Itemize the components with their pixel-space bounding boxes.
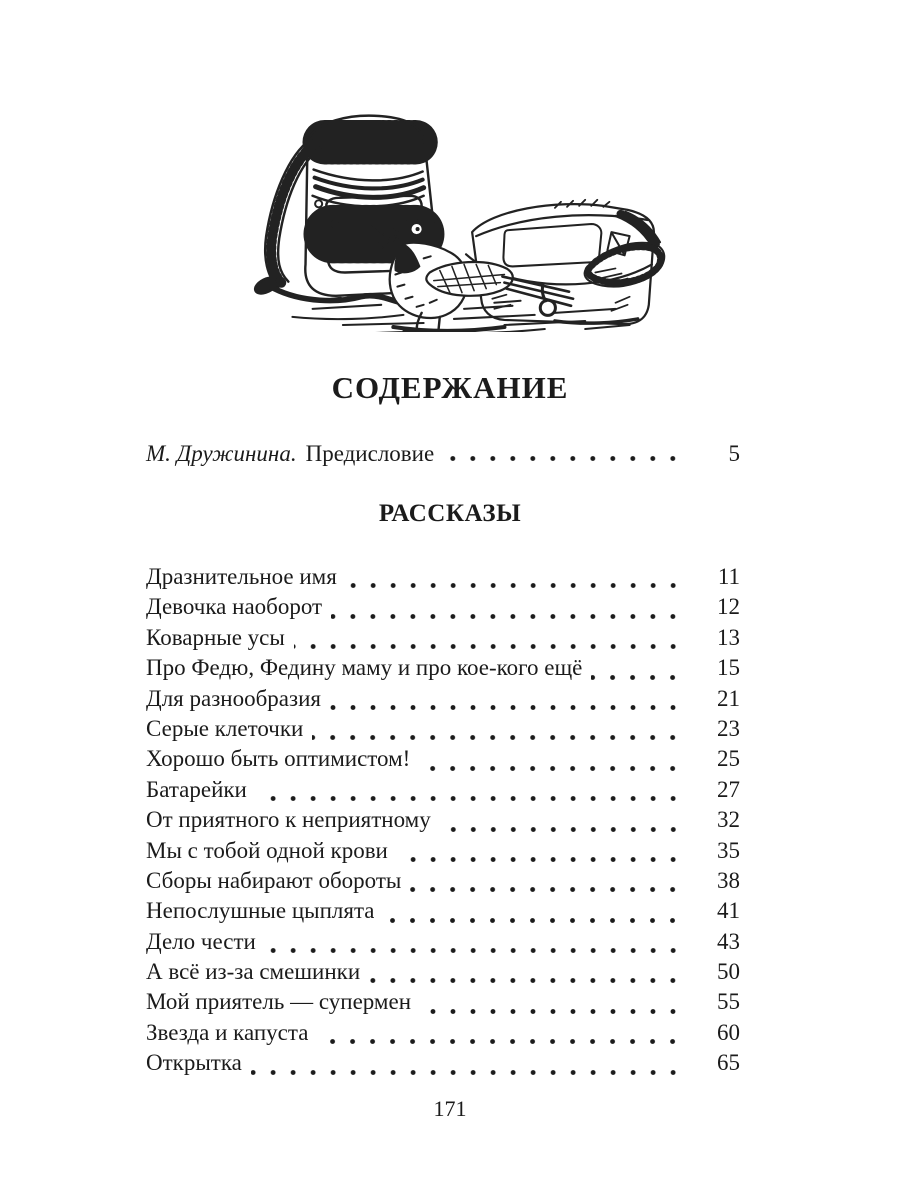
toc-entry [146,868,740,898]
ground-strokes [292,298,637,332]
toc-entry-page-number: 43 [717,928,740,954]
dot-leader [419,765,690,772]
dot-leader [312,734,690,741]
toc-entry [146,929,740,959]
dot-leader [383,917,690,924]
dot-leader [440,826,690,833]
preface-page-number: 5 [728,441,740,466]
dot-leader [251,1069,690,1076]
toc-entry [146,686,740,716]
preface-title: Предисловие [305,441,435,466]
toc-entry-page-number: 27 [717,776,740,802]
toc-entry-page-number: 15 [717,655,740,681]
toc-entry-title: Девочка наоборот [146,594,323,620]
dot-leader [369,977,690,984]
toc-entry [146,625,740,655]
dot-leader [591,674,690,681]
toc-entry [146,594,740,624]
toc-entry-page-number: 50 [717,959,740,985]
toc-entry-title: А всё из-за смешинки [146,959,361,985]
dot-leader [420,1008,690,1015]
toc-entry [146,989,740,1019]
toc-entry-title: От приятного к неприятному [146,807,431,833]
toc-illustration [252,110,668,332]
toc-entry-page-number: 41 [717,898,740,924]
folio-page-number: 171 [433,1096,467,1121]
toc-entry-title: Открытка [146,1050,242,1076]
toc-entry-page-number: 55 [717,989,740,1015]
toc-entry-page-number: 13 [717,624,740,650]
dot-leader [317,1038,690,1045]
toc-entry-title: Серые клеточки [146,715,304,741]
toc-entry-title: Мы с тобой одной крови [146,837,388,863]
toc-entry-page-number: 38 [717,867,740,893]
preface-author: М. Дружинина. [146,441,297,466]
toc-entry-page-number: 35 [717,837,740,863]
dot-leader [294,643,690,650]
toc-entry [146,898,740,928]
toc-entry [146,838,740,868]
toc-entry [146,959,740,989]
dot-leader [331,613,690,620]
toc-entry-page-number: 21 [717,685,740,711]
toc-entry [146,1020,740,1050]
toc-entry-page-number: 60 [717,1019,740,1045]
toc-entry-title: Звезда и капуста [146,1019,309,1045]
dot-leader [256,795,690,802]
section-header: РАССКАЗЫ [378,500,522,527]
dot-leader [410,886,690,893]
toc-entry [146,746,740,776]
dot-leader [330,704,690,711]
toc-entry-title: Дело чести [146,928,256,954]
toc-entry-page-number: 32 [717,807,740,833]
toc-entry-title: Коварные усы [146,624,285,650]
toc-entry [146,716,740,746]
toc-entry-page-number: 65 [717,1050,740,1076]
toc-entry-page-number: 12 [717,594,740,620]
dot-leader [443,455,690,462]
dot-leader [265,947,690,954]
toc-entry [146,777,740,807]
toc-entry-title: Сборы набирают обороты [146,867,402,893]
page-title: СОДЕРЖАНИЕ [331,370,569,405]
toc-entry-page-number: 11 [717,564,740,589]
toc-entry [146,655,740,685]
dot-leader [397,856,690,863]
toc-entry [146,807,740,837]
toc-entry-title: Непослушные цыплята [146,898,375,924]
toc-entry-page-number: 25 [717,746,740,772]
toc-entry [146,1050,740,1080]
toc-entry-title: Мой приятель — супермен [146,989,412,1015]
toc-list [146,564,740,1081]
toc-entry [146,564,740,594]
toc-entry-title: Батарейки [146,776,247,802]
toc-entry-page-number: 23 [717,715,740,741]
toc-entry-title: Для разнообразия [146,685,321,711]
preface-entry [146,441,740,467]
toc-entry-title: Хорошо быть оптимистом! [146,746,411,772]
toc-entry-title: Дразнительное имя [146,564,337,589]
dot-leader [346,582,690,589]
toc-entry-title: Про Федю, Федину маму и про кое-кого ещё [146,655,583,681]
